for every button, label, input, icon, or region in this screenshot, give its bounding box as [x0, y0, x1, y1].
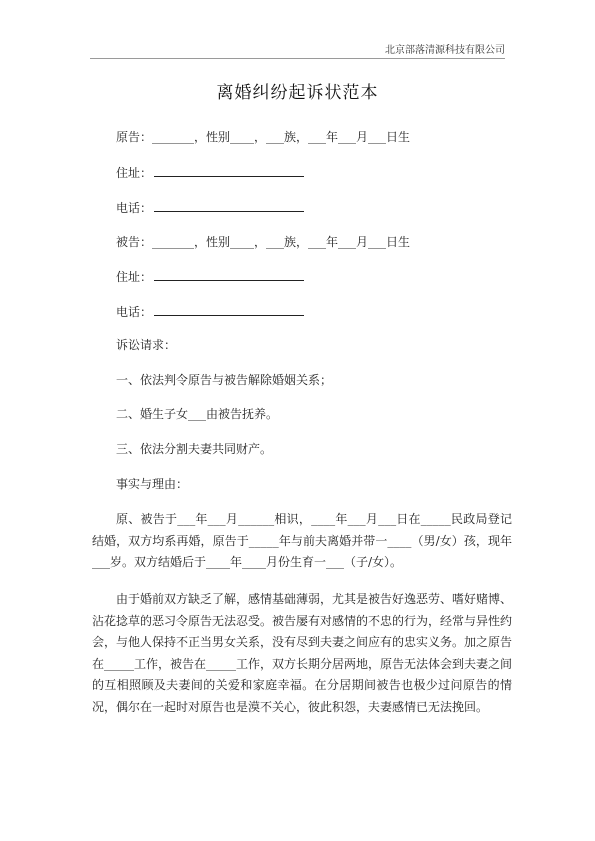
- defendant-address: [116, 269, 304, 284]
- defendant-address-blank: [154, 269, 304, 281]
- defendant-phone-label: 电话：: [116, 305, 153, 319]
- header-divider: [90, 58, 505, 59]
- defendant-phone-blank: [154, 304, 304, 316]
- company-name: 北京部落清源科技有限公司: [385, 45, 505, 56]
- claim-item: 一、依法判令原告与被告解除婚姻关系；: [116, 373, 333, 387]
- plaintiff-phone: [116, 200, 304, 215]
- defendant-address-label: 住址：: [116, 270, 153, 284]
- plaintiff-address: [116, 165, 304, 180]
- facts-heading: 事实与理由：: [116, 477, 189, 491]
- defendant-phone: [116, 304, 304, 319]
- facts-paragraph: 由于婚前双方缺乏了解，感情基础薄弱，尤其是被告好逸恶劳、嗜好赌博、沾花捻草的恶习令原告无法忍受。被告屡有对感情的不忠的行为，经常与异性约会，与他人保持不正当男女关系，没有尽到夫妻之间应有的忠实义务。加之原告在_____工作，被告在_____工作，双方长期分居两地，原告无法体会到夫妻之间的互相照顾及夫妻间的关爱和家庭幸福。在分居期间被告也极少过问原告的情况，偶尔在一起时对原告也是漠不关心，彼此积怨，夫妻感情已无法挽回。: [92, 592, 513, 714]
- document-title: 离婚纠纷起诉状范本: [216, 83, 379, 103]
- plaintiff-address-label: 住址：: [116, 166, 153, 180]
- claim-item: 二、婚生子女___由被告抚养。: [116, 407, 279, 421]
- plaintiff-address-blank: [154, 165, 304, 177]
- plaintiff-info: 原告：_______，性别____，___族，___年___月___日生: [116, 130, 411, 144]
- plaintiff-phone-label: 电话：: [116, 201, 153, 215]
- facts-paragraph: 原、被告于___年___月______相识，____年___月___日在_____民政局登记结婚，双方均系再婚，原告于_____年与前夫离婚并带一____（男/女）孩，现年___岁。双方结婚后于____年____月份生育一___（子/女）。: [92, 512, 512, 569]
- claims-heading: 诉讼请求：: [116, 338, 177, 352]
- defendant-info: 被告：_______，性别____，___族，___年___月___日生: [116, 235, 411, 249]
- claim-item: 三、依法分割夫妻共同财产。: [116, 442, 273, 456]
- plaintiff-phone-blank: [154, 200, 304, 212]
